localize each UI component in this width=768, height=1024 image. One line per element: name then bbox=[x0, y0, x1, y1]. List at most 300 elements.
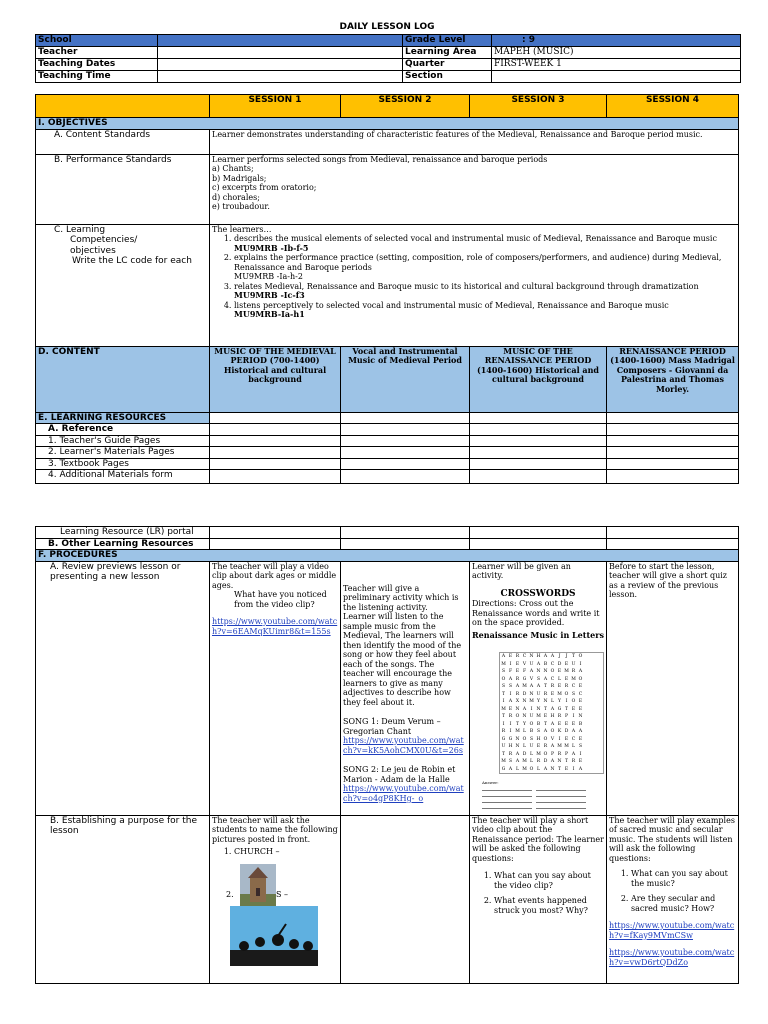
word-search-letter: G bbox=[557, 706, 562, 712]
word-search-letter: A bbox=[515, 751, 520, 757]
word-search-letter: A bbox=[508, 699, 513, 704]
performance-standards-cell[interactable] bbox=[210, 154, 739, 224]
word-search-letter: I bbox=[579, 751, 582, 757]
tg-pages-cell[interactable] bbox=[210, 435, 341, 447]
word-search-letter: L bbox=[572, 744, 575, 749]
word-search-letter: I bbox=[565, 699, 568, 704]
lm-pages-cell[interactable] bbox=[470, 447, 607, 459]
word-search-letter: N bbox=[515, 706, 520, 712]
word-search-letter: S bbox=[508, 759, 513, 764]
word-search-letter: G bbox=[501, 766, 506, 772]
word-search-letter: C bbox=[571, 736, 576, 742]
additional-materials-cell[interactable] bbox=[470, 470, 607, 484]
word-search-letter: T bbox=[564, 759, 568, 764]
objectives-heading: I. OBJECTIVES bbox=[36, 118, 739, 130]
grade-label: Grade Level bbox=[403, 35, 492, 47]
word-search-letter: M bbox=[557, 691, 562, 697]
tg-pages-label: 1. Teacher's Guide Pages bbox=[36, 435, 210, 447]
word-search-letter: G bbox=[508, 736, 513, 742]
school-label: School bbox=[36, 35, 158, 47]
word-search-letter: M bbox=[522, 766, 527, 772]
tg-pages-cell[interactable] bbox=[341, 435, 470, 447]
word-search-letter: F bbox=[522, 669, 527, 674]
word-search-letter: T bbox=[515, 721, 519, 727]
word-search-letter: I bbox=[502, 721, 505, 727]
competencies-cell[interactable] bbox=[210, 224, 739, 346]
word-search-letter: E bbox=[564, 661, 569, 667]
word-search-letter: N bbox=[515, 736, 520, 742]
session-3-header: SESSION 3 bbox=[470, 95, 607, 118]
word-search-letter: E bbox=[578, 759, 583, 764]
word-search-letter: O bbox=[515, 714, 520, 719]
word-search-letter: E bbox=[564, 766, 569, 772]
review-s2-text: Learner will listen to the sample music from the Medieval, The learners will then identify the mood of the song or how they feel about each of the songs. The teacher will encourage the learners to give as many adjectives to describe how they feel about it. bbox=[343, 612, 462, 707]
word-search-letter: S bbox=[571, 691, 576, 697]
picture-item-2-label: S – bbox=[276, 889, 289, 899]
secular-music-link[interactable]: https://www.youtube.com/watch?v=vwD6rtQDdZo bbox=[609, 948, 735, 967]
performance-item: b) Madrigals; bbox=[212, 173, 267, 183]
review-session-3[interactable] bbox=[470, 561, 607, 815]
word-search-letter: P bbox=[564, 714, 569, 719]
word-search-letter: A bbox=[515, 684, 520, 689]
word-search-letter: R bbox=[571, 759, 576, 764]
additional-materials-label: 4. Additional Materials form bbox=[36, 470, 210, 484]
textbook-pages-cell[interactable] bbox=[470, 458, 607, 470]
word-search-letter: D bbox=[543, 759, 548, 764]
purpose-s3-text: The teacher will play a short video clip about the Renaissance period: The learner will be asked the following questions: bbox=[472, 815, 604, 863]
word-search-letter: U bbox=[529, 714, 534, 719]
word-search-letter: S bbox=[501, 669, 506, 674]
dates-label: Teaching Dates bbox=[36, 59, 158, 71]
word-search-letter: L bbox=[530, 759, 533, 764]
review-s2-text: Teacher will give a preliminary activity which is the listening activity. bbox=[343, 583, 459, 612]
word-search-letter: N bbox=[578, 714, 583, 719]
lc-code: MU9MRB-Ia-h1 bbox=[234, 309, 305, 319]
word-search-letter: L bbox=[516, 766, 519, 772]
lc-label-line: objectives bbox=[70, 245, 116, 256]
word-search-letter: M bbox=[564, 669, 569, 674]
lm-pages-cell[interactable] bbox=[210, 447, 341, 459]
word-search-letter: M bbox=[501, 661, 506, 667]
word-search-letter: R bbox=[515, 691, 520, 697]
word-search-letter: E bbox=[564, 676, 569, 682]
word-search-letter: E bbox=[578, 706, 583, 712]
word-search-letter: C bbox=[550, 661, 555, 667]
additional-materials-cell[interactable] bbox=[607, 470, 739, 484]
word-search-letter: T bbox=[501, 714, 505, 719]
word-search-letter: L bbox=[530, 751, 533, 757]
other-resources-cell[interactable] bbox=[341, 538, 470, 550]
word-search-letter: E bbox=[550, 691, 555, 697]
word-search-letter: A bbox=[536, 661, 541, 667]
word-search-letter: D bbox=[564, 729, 569, 734]
video-link[interactable]: https://www.youtube.com/watch?v=6EAMqKUimr8&t=155s bbox=[212, 617, 338, 636]
word-search-letter: M bbox=[564, 744, 569, 749]
orchestra-picture bbox=[230, 906, 318, 966]
word-search-letter: A bbox=[508, 676, 513, 682]
word-search-letter: S bbox=[536, 676, 541, 682]
lesson-table-page2 bbox=[35, 526, 739, 984]
lc-item: 4. listens perceptively to selected vocal and instrumental music of Medieval, Renaissance and Baroque music MU9MRB-Ia-h1 bbox=[234, 301, 736, 320]
word-search-letter: U bbox=[529, 661, 534, 667]
word-search-letter: N bbox=[536, 706, 541, 712]
session-2-header: SESSION 2 bbox=[341, 95, 470, 118]
word-search-letter: C bbox=[571, 684, 576, 689]
lc-item: 1. describes the musical elements of selected vocal and instrumental music of Medieval, Renaissance and Baroque music MU9MRB -Ib-f-5 bbox=[234, 234, 736, 253]
word-search-letter: M bbox=[536, 751, 541, 757]
crosswords-subtitle: Renaissance Music in Letters bbox=[472, 629, 604, 640]
song-2-link[interactable]: https://www.youtube.com/watch?v=o4gP8KHg-_o bbox=[343, 784, 464, 803]
word-search-letter: T bbox=[564, 706, 568, 712]
performance-intro: Learner performs selected songs from Medieval, renaissance and baroque periods bbox=[212, 154, 548, 164]
word-search-letter: N bbox=[557, 759, 562, 764]
word-search-letter: B bbox=[529, 729, 534, 734]
lr-portal-cell[interactable] bbox=[341, 527, 470, 539]
lm-pages-cell[interactable] bbox=[607, 447, 739, 459]
word-search-letter: V bbox=[550, 736, 555, 742]
purpose-session-1[interactable] bbox=[210, 815, 341, 983]
word-search-letter: H bbox=[536, 654, 541, 659]
word-search-letter: D bbox=[522, 691, 527, 697]
word-search-letter: A bbox=[543, 729, 548, 734]
word-search-letter: D bbox=[522, 751, 527, 757]
word-search-letter: N bbox=[543, 699, 548, 704]
word-search-letter: R bbox=[557, 714, 562, 719]
purpose-s3-question: 2. What events happened struck you most? Why? bbox=[494, 896, 604, 915]
lc-code: MU9MRB -Ib-f-5 bbox=[234, 242, 309, 253]
review-s3-text: Learner will be given an activity. bbox=[472, 561, 571, 580]
review-s1-text: The teacher will play a video clip about dark ages or middle ages. bbox=[212, 561, 337, 590]
word-search-letter: N bbox=[522, 714, 527, 719]
word-search-letter: H bbox=[536, 736, 541, 742]
word-search-letter: E bbox=[578, 736, 583, 742]
word-search-letter: S bbox=[529, 736, 534, 742]
church-picture-svg bbox=[240, 864, 276, 910]
word-search-letter: T bbox=[557, 766, 561, 772]
word-search-grid bbox=[499, 652, 604, 774]
word-search-letter: E bbox=[508, 706, 513, 712]
word-search-letter: R bbox=[508, 714, 513, 719]
crosswords-directions: Directions: Cross out the Renaissance words and write it on the space provided. bbox=[472, 599, 600, 627]
review-session-2[interactable] bbox=[341, 561, 470, 815]
word-search-letter: E bbox=[515, 661, 520, 667]
word-search-letter: N bbox=[529, 654, 534, 659]
content-session-4[interactable]: RENAISSANCE PERIOD (1400-1600) Mass Madrigal Composers - Giovanni da Palestrina and Thomas Morley. bbox=[607, 346, 739, 412]
performance-item: e) troubadour. bbox=[212, 202, 270, 211]
procedures-heading: F. PROCEDURES bbox=[36, 550, 739, 562]
word-search-letter: N bbox=[536, 669, 541, 674]
performance-item: d) chorales; bbox=[212, 192, 260, 202]
word-search-letter: S bbox=[536, 729, 541, 734]
word-search-letter: E bbox=[564, 736, 569, 742]
lc-label-line: Competencies/ bbox=[70, 235, 138, 245]
purpose-session-3[interactable] bbox=[470, 815, 607, 983]
word-search-letter: R bbox=[515, 676, 520, 682]
session-4-header: SESSION 4 bbox=[607, 95, 739, 118]
dates-value[interactable] bbox=[158, 59, 403, 71]
word-search-letter: N bbox=[522, 699, 527, 704]
word-search-letter: A bbox=[578, 669, 583, 674]
additional-materials-cell[interactable] bbox=[210, 470, 341, 484]
word-search-letter: B bbox=[536, 721, 541, 727]
other-resources-cell[interactable] bbox=[210, 538, 341, 550]
word-search-letter: H bbox=[508, 744, 513, 749]
word-search-letter: N bbox=[529, 691, 534, 697]
word-search-letter: A bbox=[578, 729, 583, 734]
purpose-s3-question: 1. What can you say about the video clip? bbox=[494, 871, 604, 890]
song-1-label: SONG 1: Deum Verum – Gregorian Chant bbox=[343, 717, 441, 736]
lr-portal-cell[interactable] bbox=[470, 527, 607, 539]
other-resources-label: B. Other Learning Resources bbox=[36, 538, 210, 550]
word-search-letter: O bbox=[529, 766, 534, 772]
purpose-s4-text: The teacher will play examples of sacred music and secular music. The students will listen will ask the following questions: bbox=[609, 815, 735, 863]
word-search-letter: A bbox=[508, 766, 513, 772]
crosswords-title: CROSSWORDS bbox=[500, 588, 576, 599]
word-search-letter: U bbox=[501, 744, 506, 749]
word-search-letter: I bbox=[530, 706, 533, 712]
content-standards-text[interactable]: Learner demonstrates understanding of characteristic features of the Medieval, Renaissance and Baroque period music. bbox=[210, 129, 739, 154]
lr-portal-cell[interactable] bbox=[607, 527, 739, 539]
performance-item: c) excerpts from oratorio; bbox=[212, 183, 317, 192]
word-search-letter: R bbox=[550, 684, 555, 689]
word-search-letter: I bbox=[509, 691, 512, 697]
word-search-letter: R bbox=[557, 751, 562, 757]
word-search-letter: V bbox=[522, 661, 527, 667]
purpose-label: B. Establishing a purpose for the lesson bbox=[36, 815, 210, 983]
lm-pages-cell[interactable] bbox=[341, 447, 470, 459]
word-search-letter: D bbox=[557, 661, 562, 667]
church-picture bbox=[240, 864, 276, 910]
word-search-letter: R bbox=[536, 759, 541, 764]
resources-heading: E. LEARNING RESOURCES bbox=[36, 412, 210, 424]
quarter-label: Quarter bbox=[403, 59, 492, 71]
textbook-pages-cell[interactable] bbox=[210, 458, 341, 470]
lr-portal-label: Learning Resource (LR) portal bbox=[36, 527, 210, 539]
word-search-letter: J bbox=[565, 654, 568, 659]
word-search-letter: E bbox=[508, 654, 513, 659]
answer-lines bbox=[482, 780, 604, 809]
word-search-letter: E bbox=[543, 714, 548, 719]
sacred-music-link[interactable]: https://www.youtube.com/watch?v=fKay9MVmCSw bbox=[609, 921, 735, 940]
textbook-pages-cell[interactable] bbox=[607, 458, 739, 470]
word-search-letter: I bbox=[572, 714, 575, 719]
review-session-4[interactable]: Before to start the lesson, teacher will give a short quiz as a review of the previous lesson. bbox=[607, 561, 739, 815]
word-search-letter: A bbox=[578, 766, 583, 772]
content-standards-label: A. Content Standards bbox=[36, 129, 210, 154]
word-search-letter: K bbox=[557, 729, 562, 734]
word-search-letter: V bbox=[529, 676, 534, 682]
answer-label: Answer: bbox=[482, 780, 499, 785]
word-search-letter: E bbox=[557, 721, 562, 727]
word-search-letter: E bbox=[571, 721, 576, 727]
review-s1-question: What have you noticed from the video clip? bbox=[234, 590, 327, 609]
word-search-letter: R bbox=[501, 729, 506, 734]
word-search-letter: E bbox=[557, 684, 562, 689]
word-search-letter: O bbox=[543, 751, 548, 757]
reference-label: A. Reference bbox=[36, 424, 210, 436]
teacher-value[interactable] bbox=[158, 47, 403, 59]
word-search-letter: Y bbox=[523, 721, 526, 727]
word-search-letter: A bbox=[515, 759, 520, 764]
word-search-letter: Y bbox=[558, 699, 561, 704]
word-search-letter: T bbox=[501, 691, 505, 697]
word-search-letter: C bbox=[550, 676, 555, 682]
word-search-letter: A bbox=[543, 654, 548, 659]
purpose-session-2[interactable] bbox=[341, 815, 470, 983]
word-search-letter: T bbox=[543, 684, 547, 689]
song-1-link[interactable]: https://www.youtube.com/watch?v=kK5AohCMX0U&t=26s bbox=[343, 736, 464, 755]
lc-label-line: Write the LC code for each bbox=[72, 256, 192, 266]
lc-code: MU9MRB -Ia-h-2 bbox=[234, 272, 303, 281]
word-search-letter: L bbox=[523, 729, 526, 734]
time-value[interactable] bbox=[158, 71, 403, 83]
other-resources-cell[interactable] bbox=[470, 538, 607, 550]
word-search-letter: U bbox=[529, 744, 534, 749]
word-search-letter: T bbox=[543, 706, 547, 712]
word-search-letter: N bbox=[515, 744, 520, 749]
word-search-letter: G bbox=[522, 676, 527, 682]
word-search-letter: T bbox=[501, 751, 505, 757]
header-info-table bbox=[35, 34, 741, 83]
word-search-letter: M bbox=[529, 699, 534, 704]
tg-pages-cell[interactable] bbox=[607, 435, 739, 447]
picture-item-2-number: 2. bbox=[226, 889, 234, 899]
word-search-letter: B bbox=[578, 721, 583, 727]
word-search-letter: A bbox=[536, 684, 541, 689]
word-search-letter: I bbox=[502, 699, 505, 704]
word-search-letter: A bbox=[529, 684, 534, 689]
purpose-s4-question: 2. Are they secular and sacred music? How? bbox=[631, 894, 736, 913]
word-search-letter: O bbox=[543, 736, 548, 742]
grade-value[interactable]: : 9 bbox=[492, 35, 741, 47]
word-search-letter: E bbox=[515, 669, 520, 674]
word-search-letter: M bbox=[522, 684, 527, 689]
section-value[interactable] bbox=[492, 71, 741, 83]
content-session-3[interactable]: MUSIC OF THE RENAISSANCE PERIOD (1400-1600) Historical and cultural background bbox=[470, 346, 607, 412]
word-search-letter: R bbox=[543, 691, 548, 697]
word-search-letter: I bbox=[572, 766, 575, 772]
word-search-letter: S bbox=[501, 684, 506, 689]
word-search-letter: O bbox=[571, 699, 576, 704]
lc-item: 2. explains the performance practice (setting, composition, role of composers/performers, and audience) during Medieval, Renaissance and Baroque periods MU9MRB -Ia-h-2 bbox=[234, 253, 736, 282]
word-search-letter: Y bbox=[537, 699, 540, 704]
word-search-letter: X bbox=[515, 699, 520, 704]
session-1-header: SESSION 1 bbox=[210, 95, 341, 118]
word-search-letter: M bbox=[501, 759, 506, 764]
word-search-letter: A bbox=[550, 706, 555, 712]
document-title: DAILY LESSON LOG bbox=[339, 22, 435, 32]
word-search-letter: R bbox=[508, 751, 513, 757]
word-search-letter: F bbox=[508, 669, 513, 674]
word-search-letter: I bbox=[509, 721, 512, 727]
purpose-s1-text: The teacher will ask the students to name the following pictures posted in front. bbox=[212, 815, 338, 844]
review-session-1[interactable] bbox=[210, 561, 341, 815]
word-search-letter: O bbox=[564, 691, 569, 697]
word-search-letter: M bbox=[501, 706, 506, 712]
performance-standards-label: B. Performance Standards bbox=[36, 154, 210, 224]
word-search-letter: N bbox=[543, 669, 548, 674]
word-search-letter: A bbox=[501, 654, 506, 659]
word-search-letter: A bbox=[571, 751, 576, 757]
word-search-letter: M bbox=[515, 729, 520, 734]
word-search-letter: T bbox=[571, 654, 575, 659]
word-search-letter: H bbox=[550, 714, 555, 719]
word-search-letter: E bbox=[564, 721, 569, 727]
word-search-letter: E bbox=[536, 744, 541, 749]
word-search-letter: L bbox=[558, 676, 561, 682]
word-search-letter: O bbox=[522, 736, 527, 742]
area-value[interactable]: MAPEH (MUSIC) bbox=[492, 47, 741, 59]
word-search-letter: L bbox=[523, 744, 526, 749]
picture-item-1: 1. CHURCH – bbox=[234, 847, 338, 857]
word-search-letter: O bbox=[550, 669, 555, 674]
word-search-letter: U bbox=[536, 691, 541, 697]
word-search-letter: O bbox=[550, 729, 555, 734]
word-search-letter: I bbox=[509, 661, 512, 667]
content-session-1[interactable]: MUSIC OF THE MEDIEVAL PERIOD (700-1400) Historical and cultural background bbox=[210, 346, 341, 412]
word-search-letter: P bbox=[550, 751, 555, 757]
word-search-letter: O bbox=[578, 654, 583, 659]
word-search-letter: E bbox=[557, 669, 562, 674]
word-search-letter: R bbox=[515, 654, 520, 659]
word-search-letter: A bbox=[571, 729, 576, 734]
word-search-letter: M bbox=[536, 714, 541, 719]
word-search-letter: M bbox=[522, 759, 527, 764]
word-search-letter: J bbox=[558, 654, 561, 659]
textbook-pages-label: 3. Textbook Pages bbox=[36, 458, 210, 470]
word-search-letter: I bbox=[509, 729, 512, 734]
performance-item: a) Chants; bbox=[212, 164, 254, 173]
word-search-letter: E bbox=[578, 684, 583, 689]
word-search-letter: L bbox=[537, 766, 540, 772]
additional-materials-cell[interactable] bbox=[341, 470, 470, 484]
tg-pages-cell[interactable] bbox=[470, 435, 607, 447]
word-search-letter: E bbox=[578, 699, 583, 704]
time-label: Teaching Time bbox=[36, 71, 158, 83]
lc-code: MU9MRB -Ic-f3 bbox=[234, 290, 305, 300]
word-search-letter: A bbox=[543, 676, 548, 682]
textbook-pages-cell[interactable] bbox=[341, 458, 470, 470]
competencies-label bbox=[36, 224, 210, 346]
lc-intro: The learners… bbox=[212, 224, 272, 234]
word-search-letter: S bbox=[508, 684, 513, 689]
lc-item: 3. relates Medieval, Renaissance and Baroque music to its historical and cultural background through dramatization MU9MRB -Ic-f3 bbox=[234, 282, 736, 301]
content-heading: D. CONTENT bbox=[36, 346, 210, 412]
lm-pages-label: 2. Learner's Materials Pages bbox=[36, 447, 210, 459]
word-search-letter: I bbox=[558, 736, 561, 742]
content-session-2[interactable]: Vocal and Instrumental Music of Medieval Period bbox=[341, 346, 470, 412]
word-search-letter: B bbox=[543, 661, 548, 667]
word-search-letter: C bbox=[578, 691, 583, 697]
other-resources-cell[interactable] bbox=[607, 538, 739, 550]
purpose-session-4[interactable] bbox=[607, 815, 739, 983]
teacher-label: Teacher bbox=[36, 47, 158, 59]
quarter-value[interactable]: FIRST-WEEK 1 bbox=[492, 59, 741, 71]
word-search-letter: T bbox=[543, 721, 547, 727]
school-value[interactable] bbox=[158, 35, 403, 47]
word-search-letter: P bbox=[564, 751, 569, 757]
word-search-letter: A bbox=[550, 759, 555, 764]
word-search-letter: U bbox=[571, 661, 576, 667]
word-search-letter: A bbox=[522, 706, 527, 712]
section-label: Section bbox=[403, 71, 492, 83]
lr-portal-cell[interactable] bbox=[210, 527, 341, 539]
purpose-s4-question: 1. What can you say about the music? bbox=[631, 869, 736, 888]
word-search-letter: G bbox=[501, 736, 506, 742]
word-search-letter: O bbox=[501, 676, 506, 682]
word-search-letter: R bbox=[564, 684, 569, 689]
word-search-letter: R bbox=[571, 669, 576, 674]
